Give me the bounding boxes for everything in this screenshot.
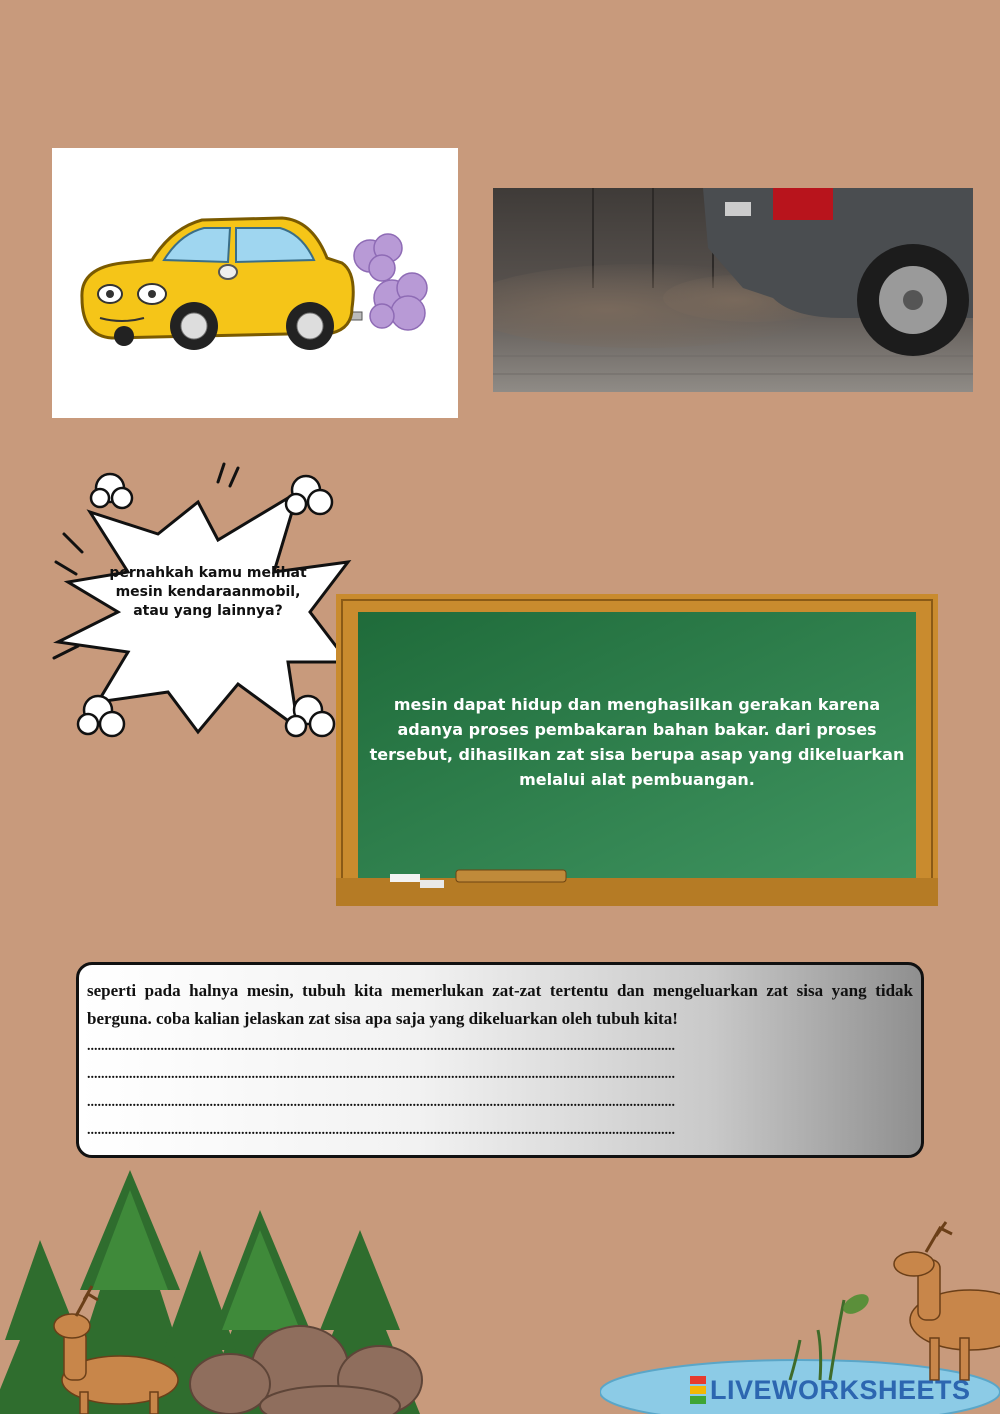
answer-line-3[interactable]: ........................................................................................................................................................................ [87,1095,675,1110]
forest-illustration [0,1170,460,1414]
chalkboard-text: mesin dapat hidup dan menghasilkan gerakan karena adanya proses pembakaran bahan bakar. dari proses tersebut, dihasilkan zat sisa berupa asap yang dikeluarkan melalui alat pembuangan. [369,695,905,789]
liveworksheets-logo-icon [690,1375,706,1405]
question-box [76,962,924,1158]
answer-line-1[interactable]: ........................................................................................................................................................................ [87,1039,675,1054]
question-text: seperti pada halnya mesin, tubuh kita memerlukan zat-zat tertentu dan mengeluarkan zat sisa yang tidak berguna. coba kalian jelaskan zat sisa apa saja yang dikeluarkan oleh tubuh kita! [87,981,913,1028]
answer-line-4[interactable]: ........................................................................................................................................................................ [87,1123,675,1138]
exhaust-smoke-photo [493,188,973,392]
watermark-text: LIVEWORKSHEETS [710,1375,971,1405]
car-cartoon-image [52,148,458,418]
liveworksheets-watermark [690,1372,990,1408]
answer-line-2[interactable]: ........................................................................................................................................................................ [87,1067,675,1082]
burst-question-text: pernahkah kamu melihat mesin kendaraanmobil, atau yang lainnya? [109,565,307,619]
